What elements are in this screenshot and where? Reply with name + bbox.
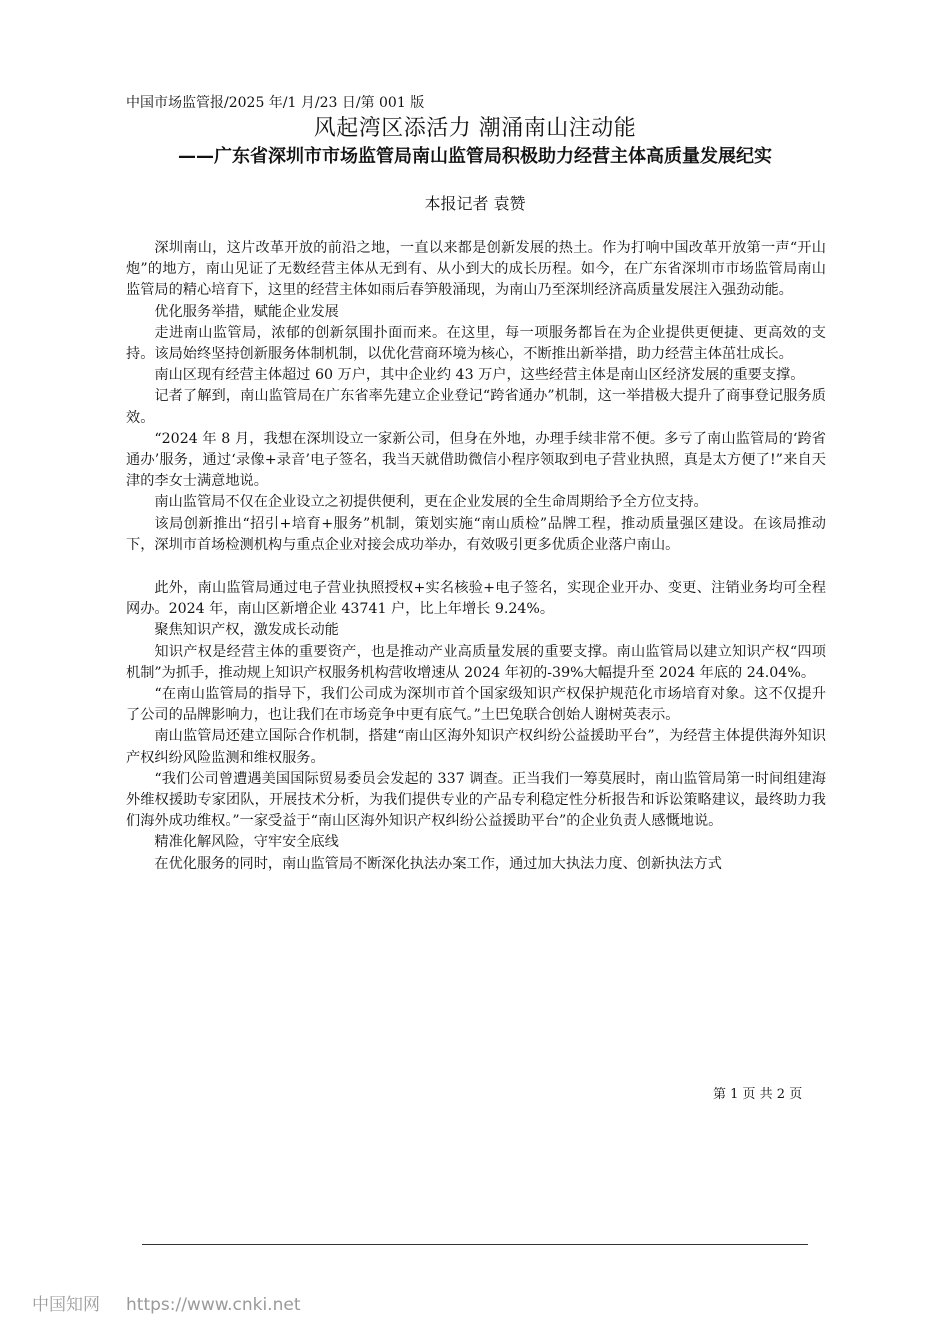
page-number: 第 1 页 共 2 页 bbox=[713, 1087, 803, 1102]
footer-divider bbox=[142, 1244, 808, 1245]
section-heading: 优化服务举措，赋能企业发展 bbox=[154, 303, 339, 320]
cnki-watermark bbox=[32, 1294, 326, 1316]
paragraph: 南山监管局还建立国际合作机制，搭建“南山区海外知识产权纠纷公益援助平台”，为经营主体提供海外知识产权纠纷风险监测和维权服务。 bbox=[126, 728, 826, 766]
paragraph: 走进南山监管局，浓郁的创新氛围扑面而来。在这里，每一项服务都旨在为企业提供更便捷、更高效的支持。该局始终坚持创新服务体制机制，以优化营商环境为核心，不断推出新举措，助力经营主体茁壮成长。 bbox=[126, 324, 826, 363]
paragraph: 南山监管局不仅在企业设立之初提供便利，更在企业发展的全生命周期给予全方位支持。 bbox=[154, 494, 708, 511]
quote-paragraph: “在南山监管局的指导下，我们公司成为深圳市首个国家级知识产权保护规范化市场培育对象。这不仅提升了公司的品牌影响力，也让我们在市场竞争中更有底气。”土巴兔联合创始人谢树英表示。 bbox=[126, 686, 826, 724]
article-title: 风起湾区添活力 潮涌南山注动能 bbox=[313, 116, 637, 141]
quote-paragraph: “2024 年 8 月，我想在深圳设立一家新公司，但身在外地，办理手续非常不便。多亏了南山监管局的‘跨省通办’服务，通过‘录像+录音’电子签名，我当天就借助微信小程序领取到电子营业执照，真是太方便了!”来自天津的李女士满意地说。 bbox=[126, 430, 826, 490]
watermark-name: 中国知网 bbox=[32, 1295, 100, 1315]
paragraph: 在优化服务的同时，南山监管局不断深化执法办案工作，通过加大执法力度、创新执法方式 bbox=[154, 855, 722, 872]
paragraph: 此外，南山监管局通过电子营业执照授权+实名核验+电子签名，实现企业开办、变更、注销业务均可全程网办。2024 年，南山区新增企业 43741 户，比上年增长 9.24%。 bbox=[126, 580, 826, 618]
byline: 本报记者 袁赞 bbox=[424, 194, 526, 213]
paragraph: 该局创新推出“招引+培育+服务”机制，策划实施“南山质检”品牌工程，推动质量强区建设。在该局推动下，深圳市首场检测机构与重点企业对接会成功举办，有效吸引更多优质企业落户南山。 bbox=[126, 515, 826, 553]
article-body bbox=[126, 238, 826, 875]
paragraph: 知识产权是经营主体的重要资产，也是推动产业高质量发展的重要支撑。南山监管局以建立知识产权“四项机制”为抓手，推动规上知识产权服务机构营收增速从 2024 年初的-39%大幅提升至 2024 年底的 24.04%。 bbox=[126, 643, 826, 681]
paragraph: 记者了解到，南山监管局在广东省率先建立企业登记“跨省通办”机制，这一举措极大提升了商事登记服务质效。 bbox=[126, 388, 826, 426]
watermark-url: https://www.cnki.net bbox=[126, 1295, 301, 1315]
section-heading: 精准化解风险，守牢安全底线 bbox=[154, 834, 339, 851]
paragraph: 南山区现有经营主体超过 60 万户，其中企业约 43 万户，这些经营主体是南山区经济发展的重要支撑。 bbox=[154, 367, 805, 384]
article-subtitle: ——广东省深圳市市场监管局南山监管局积极助力经营主体高质量发展纪实 bbox=[178, 146, 772, 167]
section-heading: 聚焦知识产权，激发成长动能 bbox=[154, 622, 339, 639]
paragraph: 深圳南山，这片改革开放的前沿之地，一直以来都是创新发展的热土。作为打响中国改革开放第一声“开山炮”的地方，南山见证了无数经营主体从无到有、从小到大的成长历程。如今，在广东省深圳市市场监管局南山监管局的精心培育下，这里的经营主体如雨后春笋般涌现，为南山乃至深圳经济高质量发展注入强劲动能。 bbox=[126, 240, 826, 299]
source-line: 中国市场监管报/2025 年/1 月/23 日/第 001 版 bbox=[126, 95, 425, 111]
quote-paragraph: “我们公司曾遭遇美国国际贸易委员会发起的 337 调查。正当我们一筹莫展时，南山监管局第一时间组建海外维权援助专家团队，开展技术分析，为我们提供专业的产品专利稳定性分析报告和诉讼策略建议，最终助力我们海外成功维权。”一家受益于“南山区海外知识产权纠纷公益援助平台”的企业负责人感慨地说。 bbox=[126, 770, 826, 830]
